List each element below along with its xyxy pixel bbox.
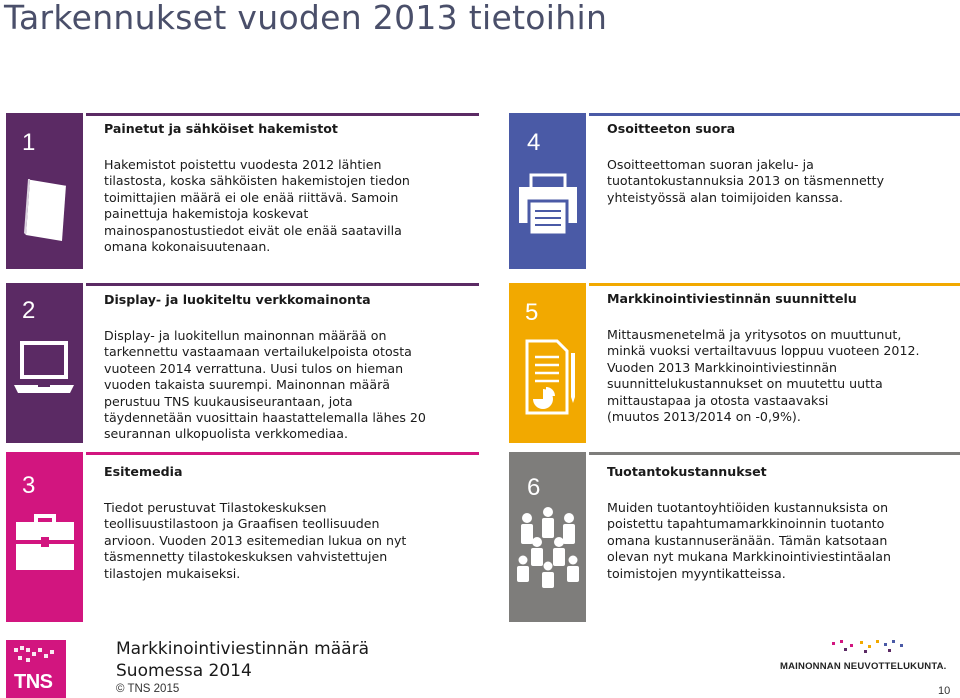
panel-4-text <box>607 157 956 206</box>
panel-1-tile <box>6 113 83 269</box>
panel-3-heading: Esitemedia <box>104 464 183 479</box>
page-number: 10 <box>938 685 951 697</box>
panel-5-line: Mittausmenetelmä ja yritysotos on muuttunut, <box>607 327 902 342</box>
panel-5-line: suunnittelukustannukset on muutettu uutta <box>607 376 883 392</box>
mn-logo-text: MAINONNAN NEUVOTTELUKUNTA. <box>780 661 947 672</box>
panel-3-number: 3 <box>22 472 36 499</box>
panel-5-line: minkä vuoksi vertailtavuus loppuu vuoteen 2012. <box>607 343 920 359</box>
panel-4-body <box>607 121 956 206</box>
tns-logo-mark <box>6 642 66 672</box>
panel-3-line: täsmennetty tilastokeskuksen vahvistettujen <box>104 549 388 565</box>
panel-4-stripe <box>589 113 960 116</box>
panel-6-line: toimistojen myyntikatteissa. <box>607 565 786 581</box>
panel-1-line: mainospanostustiedot eivät ole enää saatavilla <box>104 222 402 238</box>
panel-marketing-planning <box>509 283 960 443</box>
people-icon <box>513 506 583 590</box>
panel-2-body <box>104 292 475 443</box>
panel-6-line: Muiden tuotantoyhtiöiden kustannuksista on <box>607 500 889 515</box>
panel-4-tile <box>509 113 586 269</box>
laptop-icon <box>12 341 76 397</box>
copyright: © TNS 2015 <box>116 683 180 695</box>
panel-2-line: tarkennettu vastaamaan vertailukelpoista otosta <box>104 344 412 360</box>
panel-2-line: perustuu TNS kuukausiseurantaan, jota <box>104 393 353 409</box>
panel-6-line: omana kustannuseränään. Tämän katsotaan <box>607 532 888 548</box>
mail-tray-icon <box>517 171 579 239</box>
panel-3-body <box>104 464 475 582</box>
panel-1-line: omana kokonaisuutenaan. <box>104 239 271 255</box>
report-icon <box>521 339 577 429</box>
panel-6-heading: Tuotantokustannukset <box>607 464 767 479</box>
mainonnan-neuvottelukunta-logo <box>780 640 947 672</box>
panel-1-text <box>104 157 475 255</box>
panel-brochure-media <box>6 452 479 622</box>
panel-1-stripe <box>86 113 479 116</box>
panel-2-number: 2 <box>22 297 36 324</box>
panel-3-line: teollisuustilastoon ja Graafisen teollisuuden <box>104 516 380 532</box>
panel-5-line: mittaustapaa ja otosta vastaavaksi <box>607 392 829 408</box>
panel-2-line: seurannan ulkopuolista verkkomediaa. <box>104 426 348 442</box>
panel-1-number: 1 <box>22 129 36 156</box>
book-icon <box>20 177 70 243</box>
panel-2-tile <box>6 283 83 443</box>
panel-5-tile <box>509 283 586 443</box>
panel-4-heading: Osoitteeton suora <box>607 121 736 136</box>
panel-5-body <box>607 291 956 425</box>
panel-3-line: tilastojen mukaiseksi. <box>104 565 241 581</box>
panel-5-stripe <box>589 283 960 286</box>
panel-1-line: toimittajien määrä ei ole enää riittävä. Samoin <box>104 189 399 205</box>
panel-5-line: Vuoden 2013 Markkinointiviestinnän <box>607 359 838 375</box>
panel-1-line: painettuja hakemistoja koskevat <box>104 206 309 222</box>
panel-production-costs <box>509 452 960 622</box>
panel-2-line: Display- ja luokitellun mainonnan määrää on <box>104 328 387 343</box>
mn-logo-dots <box>780 640 930 662</box>
panel-1-line: Hakemistot poistettu vuodesta 2012 lähtien <box>104 157 382 172</box>
footer-title <box>116 638 369 682</box>
panel-printed-directories <box>6 113 479 269</box>
panel-5-number: 5 <box>525 299 539 326</box>
panel-3-line: arvioon. Vuoden 2013 esitemedian lukua on nyt <box>104 532 407 548</box>
panel-5-line: (muutos 2013/2014 on -0,9%). <box>607 409 801 425</box>
panel-2-text <box>104 328 475 443</box>
panel-4-number: 4 <box>527 129 541 156</box>
panel-4-line: Osoitteettoman suoran jakelu- ja <box>607 157 814 172</box>
panel-5-heading: Markkinointiviestinnän suunnittelu <box>607 291 857 306</box>
panel-1-heading: Painetut ja sähköiset hakemistot <box>104 121 338 136</box>
panel-6-line: olevan nyt mukana Markkinointiviestintäalan <box>607 549 891 565</box>
panel-4-line: tuotantokustannuksia 2013 on täsmennetty <box>607 173 885 189</box>
panel-6-body <box>607 464 956 582</box>
footer-title-line: Suomessa 2014 <box>116 661 252 681</box>
tns-logo <box>6 640 66 698</box>
panel-2-line: vuoteen 2014 verrattuna. Uusi tulos on hieman <box>104 360 404 376</box>
panel-1-line: tilastosta, koska sähköisten hakemistojen tiedon <box>104 173 410 189</box>
panel-unaddressed-direct <box>509 113 960 269</box>
panel-6-tile <box>509 452 586 622</box>
page-title: Tarkennukset vuoden 2013 tietoihin <box>4 0 608 37</box>
panel-3-line: Tiedot perustuvat Tilastokeskuksen <box>104 500 327 515</box>
panel-6-number: 6 <box>527 474 541 501</box>
panel-2-line: vuoden takaista suurempi. Mainonnan määrä <box>104 377 391 393</box>
panel-display-online <box>6 283 479 443</box>
panel-6-line: poistettu tapahtumamarkkinoinnin tuotanto <box>607 516 885 532</box>
tns-logo-text: TNS <box>14 671 53 693</box>
panel-4-line: yhteistyössä alan toimijoiden kanssa. <box>607 189 843 205</box>
panel-3-text <box>104 500 475 582</box>
panel-6-text <box>607 500 956 582</box>
panel-3-stripe <box>86 452 479 455</box>
panel-2-line: täydennetään vuosittain haastattelemalla lähes 20 <box>104 410 426 426</box>
panel-2-stripe <box>86 283 479 286</box>
panel-2-heading: Display- ja luokiteltu verkkomainonta <box>104 292 371 307</box>
briefcase-icon <box>14 510 76 572</box>
panel-5-text <box>607 327 956 425</box>
panel-1-body <box>104 121 475 255</box>
panel-3-tile <box>6 452 83 622</box>
footer-title-line: Markkinointiviestinnän määrä <box>116 639 369 659</box>
panel-6-stripe <box>589 452 960 455</box>
